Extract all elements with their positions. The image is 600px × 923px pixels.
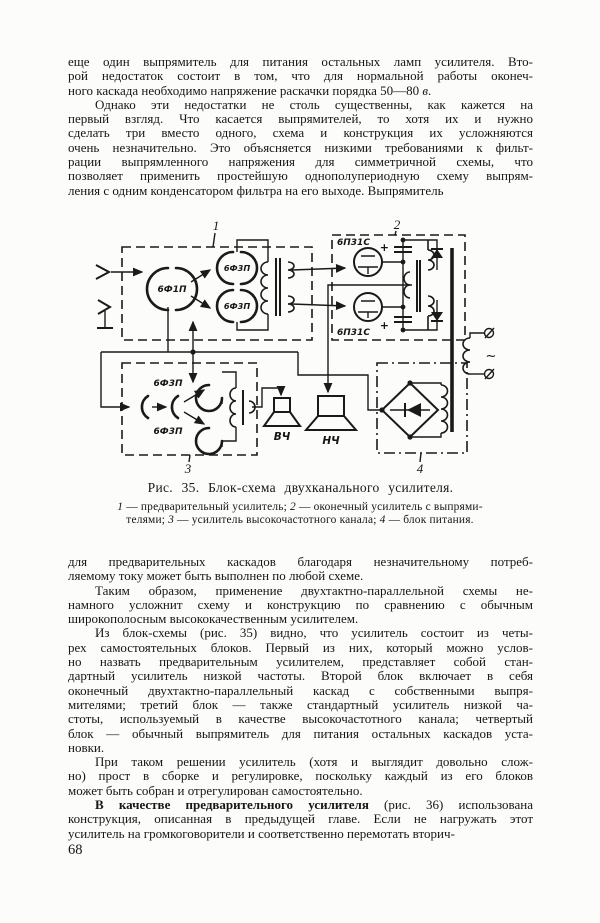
tube-6f1p-label: 6Ф1П (157, 285, 187, 295)
paragraph (68, 584, 533, 627)
feed-to-block4 (298, 352, 380, 410)
text-line: рой недостаток состоит в том, что для нормальной работы оконеч- (68, 68, 533, 84)
text-line: усилитель на громкоговорители и соответственно перемотать вторич- (68, 825, 455, 841)
junction-dot (190, 349, 195, 354)
transformer1-primary-coil (261, 262, 268, 314)
italic-text: 1 (117, 501, 124, 513)
block-diagram-figure (88, 214, 570, 476)
text-line: еще один выпрямитель для питания остальных ламп усилителя. Вто- (68, 54, 533, 69)
block1-number-label: 1 (212, 218, 220, 233)
text-line: но назвать предварительным усилителем, представляет собой стан- (68, 654, 533, 670)
block4-number-tick (420, 453, 421, 462)
lf-speaker-icon (318, 396, 344, 416)
text-line: Из блок-схемы (рис. 35) видно, что усилитель состоит из четы- (95, 625, 533, 641)
text-line: рех самостоятельных блоков. Первый из них, который можно услов- (68, 639, 533, 655)
text-line: ляемому току может быть выполнен по любой схеме. (68, 568, 364, 584)
transformer1-core (276, 258, 280, 316)
text: — оконечный усилитель с выпрями- (295, 501, 483, 513)
tube-6p31s-bottom-electrodes (358, 301, 378, 318)
arrow-split-top (184, 390, 204, 402)
italic-text: 2 (290, 501, 296, 513)
block3-number-label: 3 (184, 461, 192, 476)
text-line: но) прост в сборке и регулировке, поскольку каждый из его блоков (68, 768, 533, 784)
text-line: оконечный двухтактно-параллельный каскад с собственными выпря- (68, 682, 533, 698)
text-line: новки. (68, 739, 105, 755)
junction-dot (379, 407, 384, 412)
hf-speaker-icon (264, 412, 300, 426)
paragraph (68, 55, 533, 98)
text-line: стоты, используемый в качестве высокочастотного канала; четвертый (68, 711, 533, 727)
hf-output-tube-bottom-symbol (196, 428, 222, 454)
paragraph (68, 98, 533, 198)
hf-loop-bottom (222, 427, 236, 441)
hf-loop-top (222, 372, 236, 388)
figure-legend-line2 (72, 514, 528, 527)
input-top-connector-icon (96, 265, 109, 279)
hf-stage1-symbol (142, 396, 148, 418)
transformer2-secondary-bottom (428, 296, 434, 330)
input-bottom-connector-icon (98, 300, 110, 314)
lf-speaker-icon (306, 416, 356, 430)
hf-tube-bottom-label: 6Ф3П (153, 427, 183, 437)
text-line: При таком решении усилитель (хотя и выглядит довольно слож- (95, 754, 533, 770)
plus-top-label: + (379, 241, 389, 254)
paragraph (68, 555, 533, 584)
text-line (68, 84, 533, 98)
figure-legend-line1 (72, 501, 528, 514)
bridge-diode-icon (407, 403, 421, 417)
arrow-to-block2-bottom (292, 304, 345, 306)
paragraph (68, 755, 533, 798)
text-line: широкополосным высококачественным усилителем. (68, 611, 359, 627)
text-line: очень незначительно. Это объясняется низкими требованиями к фильт- (68, 139, 533, 155)
lf-speaker-label: НЧ (322, 435, 340, 447)
paragraph (68, 626, 533, 755)
junction-dot (401, 260, 406, 265)
mains-primary-coil (463, 338, 470, 374)
hf-output-tube-top-symbol (196, 385, 222, 411)
text-line: намного усложнит схему и конструкцию по сравнению с обычным (68, 596, 533, 612)
figure-caption: Рис. 35. Блок-схема двухканального усилителя. (147, 480, 454, 495)
plus-bottom-label: + (379, 319, 389, 332)
text-line: первый взгляд. Что касается выпрямителей, то хотя их и нужно (68, 111, 533, 127)
text-line: дартный усилитель низкой частоты. Второй блок включает в себя (68, 668, 533, 684)
bold-text: В качестве предварительного усилителя (95, 797, 369, 813)
block2-number-label: 2 (393, 217, 401, 232)
text-line: конструкция, описанная в предыдущей главе. Если не нагружать этот (68, 811, 533, 827)
hf-stage2-symbol (172, 396, 178, 418)
hf-speaker-label: ВЧ (273, 431, 291, 443)
block4-winding-coil (441, 385, 448, 433)
italic-text: 3 (168, 513, 175, 526)
text-line: позволяет применить простейшую однополупериодную схему выпрям- (68, 168, 533, 184)
arrow-split-bottom (184, 412, 204, 424)
text-line: блок — обычный выпрямитель для питания остальных каскадов уста- (68, 725, 533, 741)
text: — усилитель высокочастотного канала; (174, 513, 380, 526)
text-line: мителями; третий блок — также стандартный усилитель низкой ча- (68, 696, 533, 712)
italic-text: 4 (379, 513, 386, 526)
text: телями; (126, 513, 169, 526)
text-line: сделать три вместо одного, схема и конструкция их усложняются (68, 125, 533, 141)
text-line: Однако эти недостатки не столь существенны, как кажется на (95, 96, 533, 112)
ac-tilde-label: ~ (485, 349, 497, 364)
text-line: для предварительных каскадов благодаря незначительному потреб- (68, 554, 533, 569)
tube-6p31s-top-label: 6П31С (337, 238, 370, 248)
text-line: рации выпрямленного напряжения для симметричной схемы, что (68, 154, 533, 170)
tube-6f3p-bottom-label: 6Ф3П (223, 301, 251, 311)
block1-number-tick (213, 233, 215, 247)
paragraph (68, 798, 533, 841)
italic-text: в (422, 82, 428, 98)
text-line: может быть собран и отрегулирован самостоятельно. (68, 782, 363, 798)
transformer2-core (417, 260, 420, 312)
block1-preamp-box (122, 247, 312, 340)
tube-6p31s-bottom-label: 6П31С (337, 328, 370, 338)
text: — предварительный усилитель; (123, 501, 291, 513)
hf-speaker-icon (274, 398, 290, 412)
figure-legend (72, 501, 528, 527)
block2-output-amp-box (332, 235, 465, 340)
transformer3-primary-coil (230, 388, 236, 427)
arrow-to-block2-top (292, 268, 345, 270)
text: ного каскада необходимо напряжение раскачки порядка 50—80 (68, 82, 423, 98)
block4-number-label: 4 (416, 461, 424, 476)
body-text-above-figure (68, 55, 533, 198)
text: (рис. 36) использована (368, 797, 533, 813)
block3-number-tick (189, 455, 190, 462)
text: — блок питания. (385, 513, 474, 526)
tube-6f3p-top-label: 6Ф3П (223, 263, 251, 273)
tube-6p31s-top-electrodes (358, 256, 378, 274)
text-line (68, 798, 533, 812)
text-line: ления с одним конденсатором фильтра на его выходе. Выпрямитель (68, 182, 444, 198)
feed-to-block3-input (101, 352, 129, 407)
text-line: Таким образом, применение двухтактно-параллельной схемы не- (95, 582, 533, 598)
mains-lead-top (470, 333, 484, 338)
hf-tube-top-label: 6Ф3П (153, 379, 183, 389)
page-number: 68 (68, 842, 83, 858)
body-text-below-figure (68, 555, 533, 841)
junction-dot (401, 305, 406, 310)
text: . (428, 82, 432, 98)
